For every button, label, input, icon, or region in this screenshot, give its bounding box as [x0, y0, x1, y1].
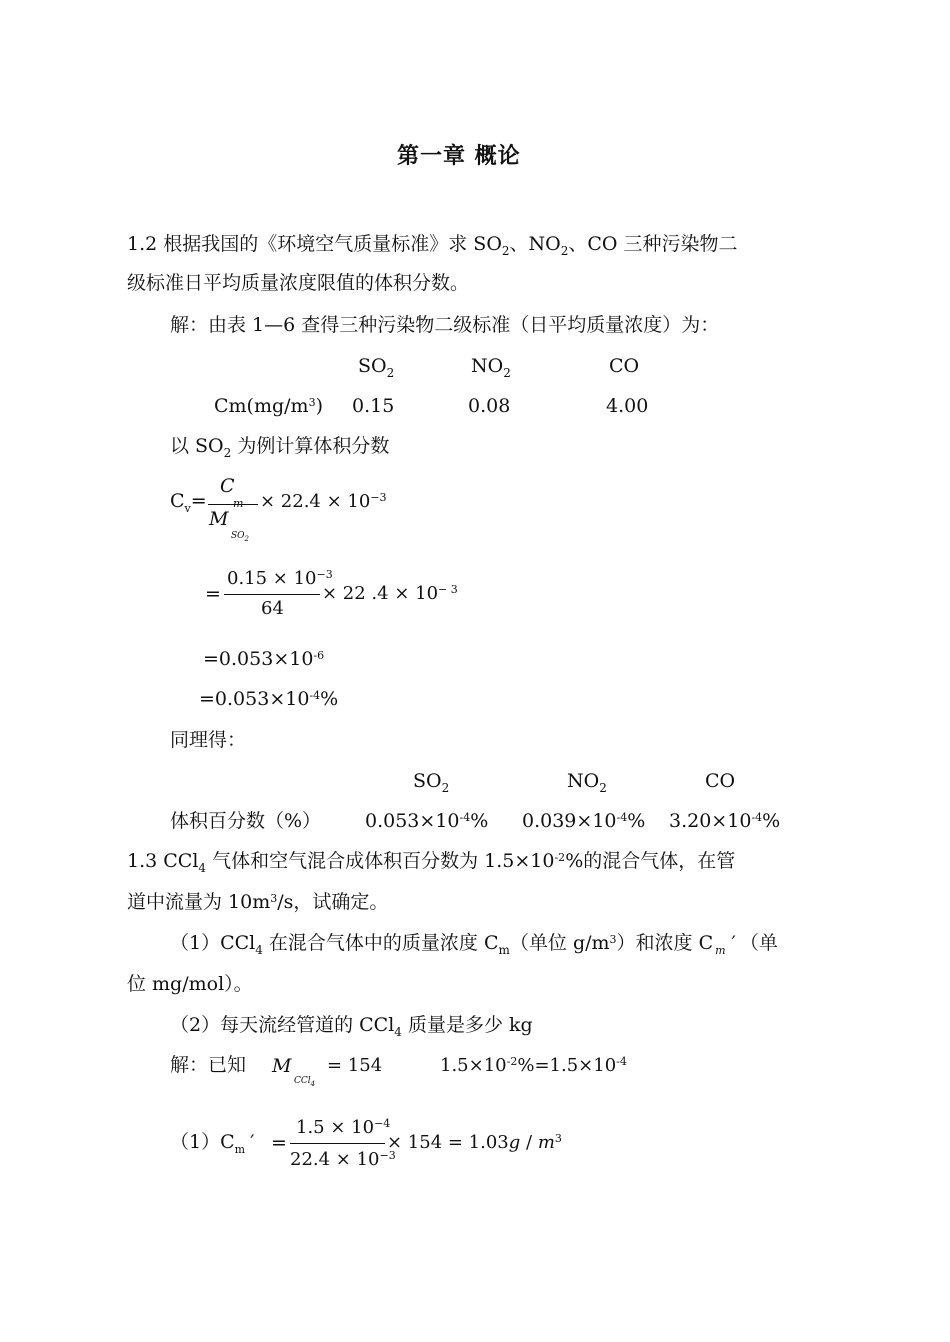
superscript: -4 — [309, 689, 321, 702]
subscript: 2 — [599, 781, 607, 795]
text: % — [320, 688, 339, 710]
text: （单位 g/m — [509, 932, 610, 954]
text: SO — [231, 531, 245, 541]
table2-value-co — [669, 812, 780, 831]
subscript: m — [498, 943, 510, 957]
text: ）和浓度 C — [616, 932, 714, 954]
equals: = — [190, 490, 207, 512]
text: 22.4 × 10 — [290, 1149, 380, 1170]
superscript: -6 — [313, 649, 325, 662]
superscript: 3 — [308, 396, 316, 409]
text: × 22.4 × 10 — [260, 491, 371, 512]
text: （1）C — [170, 1131, 235, 1153]
text: 0.15 × 10 — [227, 568, 317, 589]
text: 0.053×10 — [365, 810, 460, 832]
table1-value-no2: 0.08 — [468, 395, 511, 417]
prime: ′ — [250, 1131, 255, 1153]
text: 1.2 根据我国的《环境空气质量标准》求 SO — [127, 233, 502, 255]
problem-1-3-line1 — [127, 852, 735, 874]
text: % — [470, 810, 489, 832]
superscript: 3 — [609, 933, 617, 946]
table1-header-no2 — [471, 357, 511, 379]
superscript: -4 — [459, 811, 471, 824]
text: CCl — [294, 1076, 311, 1086]
example-line — [170, 437, 389, 459]
unit-g: g — [508, 1132, 521, 1153]
problem-1-2-line2: 级标准日平均质量浓度限值的体积分数。 — [127, 272, 470, 294]
table2-header-no2 — [567, 772, 607, 794]
formula-cv-rest — [260, 492, 387, 511]
text: 气体和空气混合成体积百分数为 1.5×10 — [206, 850, 555, 872]
subscript: m — [234, 1143, 246, 1156]
text: （2）每天流经管道的 CCl — [170, 1014, 395, 1036]
prime: ′ — [731, 932, 736, 954]
subscript: 4 — [198, 861, 207, 875]
text: 3.20×10 — [669, 810, 752, 832]
formula-step2-denominator: 64 — [261, 598, 284, 619]
formula-cm-rest — [387, 1133, 562, 1152]
result-line2 — [199, 690, 338, 709]
text: =0.053×10 — [199, 688, 310, 710]
volume-fraction-conversion — [440, 1056, 627, 1075]
unit-m: m — [537, 1132, 555, 1153]
text: NO — [567, 770, 600, 792]
superscript: 3 — [270, 892, 278, 905]
formula-cm-denominator — [290, 1150, 396, 1169]
superscript: -2 — [554, 851, 566, 864]
text: 1.3 CCl — [127, 850, 199, 872]
text: × 154 = 1.03 — [387, 1132, 509, 1153]
text: 在混合气体中的质量浓度 C — [262, 932, 499, 954]
fraction-line — [224, 594, 320, 595]
subscript: 2 — [560, 244, 569, 258]
superscript: 3 — [554, 1132, 562, 1145]
subscript: 4 — [394, 1025, 402, 1039]
text: % — [762, 810, 781, 832]
text: /s，试确定。 — [277, 891, 389, 913]
text: ) — [315, 395, 323, 417]
text: （1）CCl — [170, 932, 256, 954]
superscript: −3 — [370, 491, 387, 504]
subscript: 4 — [310, 1080, 316, 1088]
subscript: 2 — [244, 535, 250, 543]
text: %=1.5×10 — [517, 1055, 617, 1076]
subscript: m — [715, 944, 726, 957]
superscript: −3 — [316, 568, 333, 581]
table1-value-so2: 0.15 — [352, 395, 395, 417]
superscript: -2 — [506, 1055, 518, 1068]
text: 、CO 三种污染物二 — [568, 233, 738, 255]
text: × 22 .4 × 10 — [322, 583, 439, 604]
text: 道中流量为 10m — [127, 891, 271, 913]
text: SO — [358, 355, 387, 377]
solution-1-2: 解：由表 1—6 查得三种污染物二级标准（日平均质量浓度）为： — [170, 314, 720, 336]
question-1-line1 — [170, 934, 778, 956]
superscript: -4 — [616, 1055, 627, 1068]
table1-value-co: 4.00 — [606, 395, 649, 417]
text: 0.039×10 — [522, 810, 617, 832]
formula-step2-rest — [322, 584, 458, 603]
fraction-line — [290, 1143, 385, 1144]
table2-header-so2 — [413, 772, 449, 794]
subscript: 2 — [386, 366, 395, 380]
formula-cv-numerator: C — [220, 475, 235, 497]
subscript: 2 — [441, 781, 450, 795]
table2-header-co: CO — [705, 770, 736, 792]
text: （单 — [739, 932, 778, 954]
table2-row-label: 体积百分数（%） — [170, 810, 322, 832]
text: %的混合气体，在管 — [565, 850, 736, 872]
question-2 — [170, 1016, 533, 1038]
subscript: 2 — [223, 446, 232, 460]
text: 1.5 × 10 — [296, 1117, 375, 1138]
formula-cm-eq: = — [271, 1132, 287, 1154]
superscript: -4 — [751, 811, 763, 824]
text: 为例计算体积分数 — [231, 435, 390, 457]
fraction-line — [208, 504, 258, 505]
formula-cm-numerator — [296, 1118, 390, 1137]
superscript: − 3 — [438, 583, 458, 596]
formula-cm-lhs — [170, 1133, 254, 1155]
superscript: −4 — [374, 1117, 391, 1130]
text: / — [520, 1132, 538, 1153]
solution-1-3-label: 解：已知 — [170, 1054, 247, 1076]
table1-header-co: CO — [609, 355, 640, 377]
table1-header-so2 — [358, 357, 394, 379]
subscript: 4 — [255, 943, 263, 957]
text: SO — [413, 770, 442, 792]
superscript: -4 — [616, 811, 628, 824]
formula-step2-numerator — [227, 569, 333, 588]
superscript: −3 — [379, 1149, 396, 1162]
text: Cm(mg/m — [214, 395, 309, 417]
table1-row-label — [214, 397, 323, 416]
subscript: 2 — [501, 244, 510, 258]
formula-cv-denominator-sub — [231, 532, 249, 543]
molar-mass-symbol: M — [272, 1055, 292, 1077]
problem-1-3-line2 — [127, 893, 388, 912]
problem-1-2-line1 — [127, 235, 738, 257]
chapter-title: 第一章 概论 — [397, 144, 521, 169]
molar-mass-subscript — [294, 1077, 315, 1088]
subscript: 2 — [503, 366, 511, 380]
result-line1 — [203, 650, 324, 669]
text: 质量是多少 kg — [401, 1014, 533, 1036]
text: NO — [471, 355, 504, 377]
same-reason-line: 同理得： — [170, 729, 247, 751]
text: 以 SO — [170, 435, 224, 457]
text: % — [627, 810, 646, 832]
text: 、NO — [509, 233, 561, 255]
text: =0.053×10 — [203, 648, 314, 670]
molar-mass-value: = 154 — [327, 1055, 383, 1076]
formula-cv-denominator: M — [209, 508, 229, 530]
formula-step2-eq: = — [205, 583, 221, 605]
subscript: v — [184, 502, 191, 515]
table2-value-so2 — [365, 812, 488, 831]
question-1-line2: 位 mg/mol）。 — [127, 973, 253, 995]
text: 1.5×10 — [440, 1055, 507, 1076]
table2-value-no2 — [522, 812, 645, 831]
text: C — [170, 490, 185, 512]
formula-cv-lhs — [170, 492, 207, 514]
